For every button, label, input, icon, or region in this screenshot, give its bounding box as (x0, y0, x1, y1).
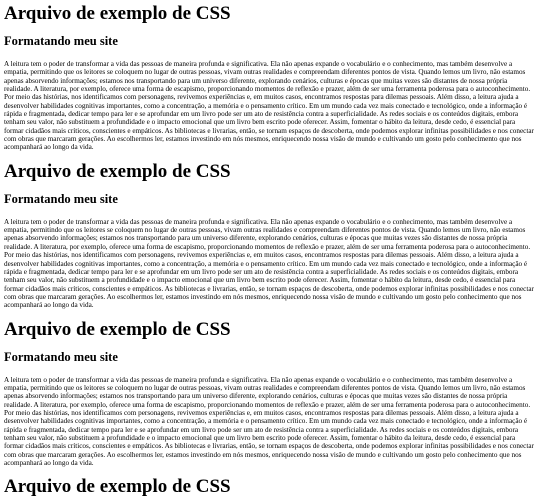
page-title: Arquivo de exemplo de CSS (4, 476, 231, 498)
body-paragraph: A leitura tem o poder de transformar a vida das pessoas de maneira profunda e significativa. Ela não apenas expande o vocabulário e o conhecimento, mas também desenvolve a empatia, permitindo que os leitores se coloquem no lugar de outras pessoas, vivam outras realidades e compreendam diferentes pontos de vista. Quando lemos um livro, não estamos apenas absorvendo informações; estamos nos transportando para um universo diferente, explorando cenários, culturas e épocas que muitas vezes são distantes de nossa própria realidade. A literatura, por exemplo, oferece uma forma de escapismo, proporcionando momentos de reflexão e prazer, além de ser uma ferramenta poderosa para o autoconhecimento. Por meio das histórias, nos identificamos com personagens, revivemos experiências e, em muitos casos, encontramos respostas para dilemas pessoais. Além disso, a leitura ajuda a desenvolver habilidades cognitivas importantes, como a concentração, a memória e o pensamento crítico. Em um mundo cada vez mais conectado e tecnológico, onde a informação é rápida e fragmentada, dedicar tempo para ler e se aprofundar em um livro pode ser um ato de resistência contra a superficialidade. As redes sociais e os conteúdos digitais, embora tenham seu valor, não substituem a profundidade e o impacto emocional que um livro bem escrito pode oferecer. Assim, fomentar o hábito da leitura, desde cedo, é essencial para formar cidadãos mais críticos, conscientes e empáticos. As bibliotecas e livrarias, então, se tornam espaços de descoberta, onde podemos explorar infinitas possibilidades e nos conectar com obras que marcaram gerações. Ao escolhermos ler, estamos investindo em nós mesmos, enriquecendo nossa visão de mundo e cultivando um gosto pelo conhecimento que nos acompanhará ao longo da vida. (4, 375, 534, 467)
content-section (4, 152, 536, 310)
content-section (4, 0, 536, 152)
content-section (4, 310, 536, 468)
page-title: Arquivo de exemplo de CSS (4, 318, 231, 340)
section-subtitle: Formatando meu site (4, 34, 118, 48)
page-title: Arquivo de exemplo de CSS (4, 160, 231, 182)
body-paragraph: A leitura tem o poder de transformar a vida das pessoas de maneira profunda e significativa. Ela não apenas expande o vocabulário e o conhecimento, mas também desenvolve a empatia, permitindo que os leitores se coloquem no lugar de outras pessoas, vivam outras realidades e compreendam diferentes pontos de vista. Quando lemos um livro, não estamos apenas absorvendo informações; estamos nos transportando para um universo diferente, explorando cenários, culturas e épocas que muitas vezes são distantes de nossa própria realidade. A literatura, por exemplo, oferece uma forma de escapismo, proporcionando momentos de reflexão e prazer, além de ser uma ferramenta poderosa para o autoconhecimento. Por meio das histórias, nos identificamos com personagens, revivemos experiências e, em muitos casos, encontramos respostas para dilemas pessoais. Além disso, a leitura ajuda a desenvolver habilidades cognitivas importantes, como a concentração, a memória e o pensamento crítico. Em um mundo cada vez mais conectado e tecnológico, onde a informação é rápida e fragmentada, dedicar tempo para ler e se aprofundar em um livro pode ser um ato de resistência contra a superficialidade. As redes sociais e os conteúdos digitais, embora tenham seu valor, não substituem a profundidade e o impacto emocional que um livro bem escrito pode oferecer. Assim, fomentar o hábito da leitura, desde cedo, é essencial para formar cidadãos mais críticos, conscientes e empáticos. As bibliotecas e livrarias, então, se tornam espaços de descoberta, onde podemos explorar infinitas possibilidades e nos conectar com obras que marcaram gerações. Ao escolhermos ler, estamos investindo em nós mesmos, enriquecendo nossa visão de mundo e cultivando um gosto pelo conhecimento que nos acompanhará ao longo da vida. (4, 60, 534, 152)
section-subtitle: Formatando meu site (4, 191, 118, 206)
body-paragraph: A leitura tem o poder de transformar a vida das pessoas de maneira profunda e significativa. Ela não apenas expande o vocabulário e o conhecimento, mas também desenvolve a empatia, permitindo que os leitores se coloquem no lugar de outras pessoas, vivam outras realidades e compreendam diferentes pontos de vista. Quando lemos um livro, não estamos apenas absorvendo informações; estamos nos transportando para um universo diferente, explorando cenários, culturas e épocas que muitas vezes são distantes de nossa própria realidade. A literatura, por exemplo, oferece uma forma de escapismo, proporcionando momentos de reflexão e prazer, além de ser uma ferramenta poderosa para o autoconhecimento. Por meio das histórias, nos identificamos com personagens, revivemos experiências e, em muitos casos, encontramos respostas para dilemas pessoais. Além disso, a leitura ajuda a desenvolver habilidades cognitivas importantes, como a concentração, a memória e o pensamento crítico. Em um mundo cada vez mais conectado e tecnológico, onde a informação é rápida e fragmentada, dedicar tempo para ler e se aprofundar em um livro pode ser um ato de resistência contra a superficialidade. As redes sociais e os conteúdos digitais, embora tenham seu valor, não substituem a profundidade e o impacto emocional que um livro bem escrito pode oferecer. Assim, fomentar o hábito da leitura, desde cedo, é essencial para formar cidadãos mais críticos, conscientes e empáticos. As bibliotecas e livrarias, então, se tornam espaços de descoberta, onde podemos explorar infinitas possibilidades e nos conectar com obras que marcaram gerações. Ao escolhermos ler, estamos investindo em nós mesmos, enriquecendo nossa visão de mundo e cultivando um gosto pelo conhecimento que nos acompanhará ao longo da vida. (4, 217, 534, 310)
section-subtitle: Formatando meu site (4, 349, 118, 364)
content-section (4, 467, 536, 498)
page-title: Arquivo de exemplo de CSS (4, 3, 231, 24)
